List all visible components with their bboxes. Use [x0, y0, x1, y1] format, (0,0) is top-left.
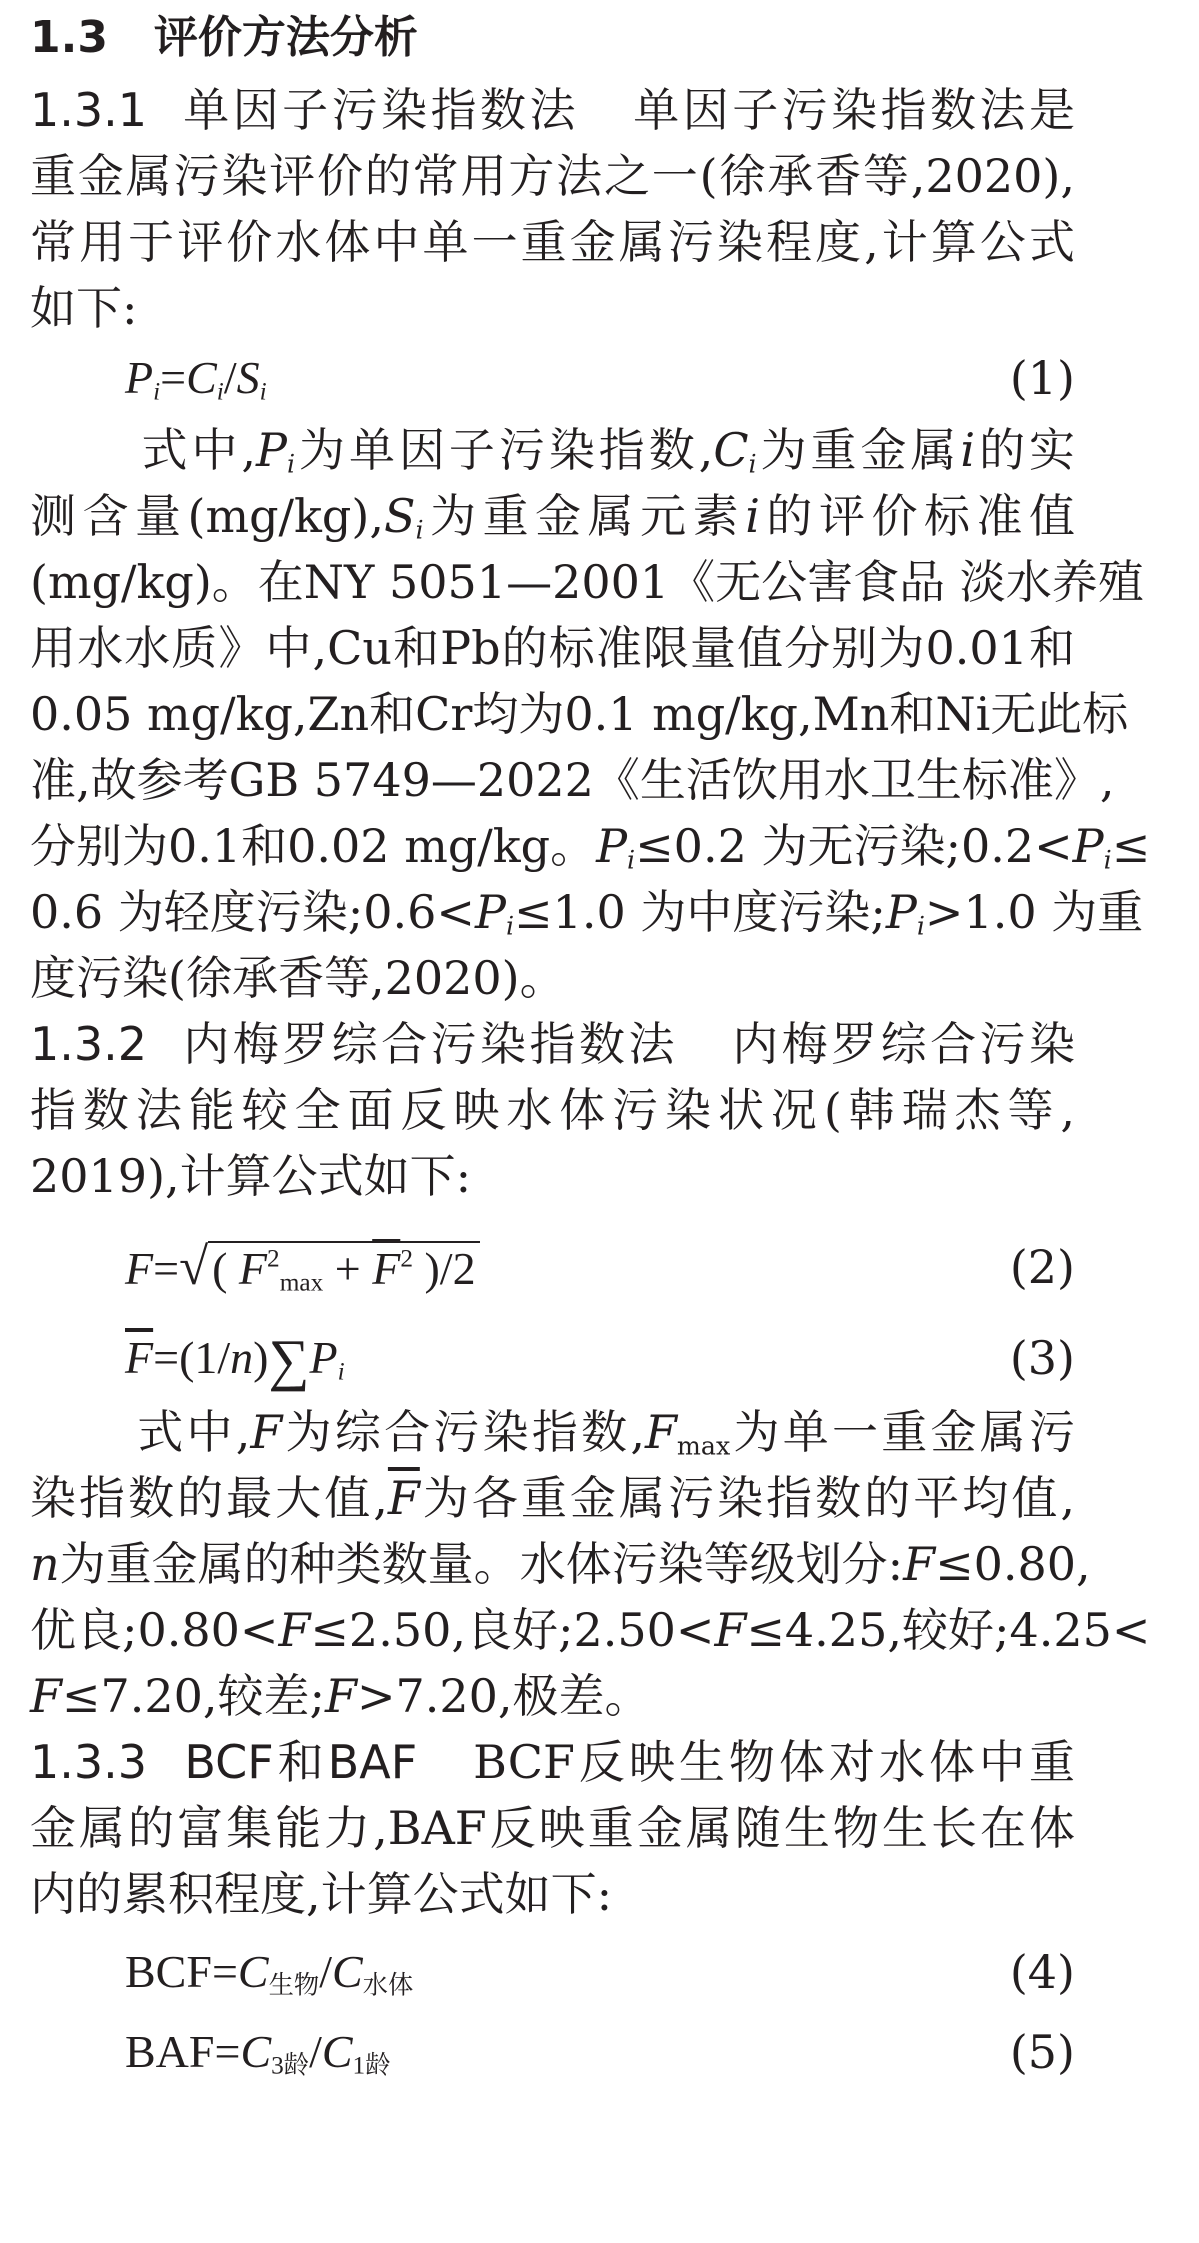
paragraph-line: 内的累积程度,计算公式如下:	[30, 1867, 613, 1921]
paragraph-line: 优良;0.80<F≤2.50,良好;2.50<F≤4.25,较好;4.25<	[30, 1603, 1151, 1657]
subsection-3-title: BCF和BAF	[184, 1735, 418, 1789]
equation-2	[30, 1222, 1075, 1312]
paragraph-line: 金属的富集能力,BAF反映重金属随生物生长在体	[30, 1801, 1075, 1855]
paragraph-line: 如下:	[30, 281, 138, 335]
paragraph-line: 0.6 为轻度污染$;0.6<P_i\le 1.0$ 为中度污染$;P_i>1.0$ 为重	[30, 885, 1144, 941]
paragraph-line: 准,故参考GB 5749—2022《生活饮用水卫生标准》,	[30, 753, 1115, 807]
section-heading	[30, 8, 1075, 68]
paragraph-line: 常用于评价水体中单一重金属污染程度,计算公式	[30, 215, 1075, 269]
subsection-1-first-line	[30, 80, 1075, 140]
paragraph-line: 式中,F为综合污染指数$,F_{max}$为单一重金属污	[137, 1405, 1076, 1461]
paragraph-line: 测含量$(mg/kg),S_i$为重金属元素i的评价标准值	[30, 489, 1076, 545]
equation-2-number: (2)	[1009, 1240, 1075, 1294]
paragraph-line: F≤7.20,较差;F>7.20,极差。	[30, 1669, 651, 1723]
paragraph-line: n为重金属的种类数量。水体污染等级划分:F≤0.80,	[30, 1537, 1091, 1591]
paragraph-text: 单因子污染指数法是	[633, 83, 1076, 137]
paragraph-line: 度污染(徐承香等,2020)。	[30, 951, 566, 1005]
equation-3-body: $\overline{F}=(1/n)\sum P_i$	[125, 1328, 345, 1392]
equation-3	[30, 1318, 1075, 1398]
paragraph-line: (mg/kg)。在NY 5051—2001《无公害食品 淡水养殖	[30, 555, 1144, 609]
paragraph-line: 0.05 mg/kg,Zn和Cr均为0.1 mg/kg,Mn和Ni无此标	[30, 687, 1129, 741]
subsection-3-first-line	[30, 1732, 1075, 1792]
subsection-3-number: 1.3.3	[30, 1735, 148, 1789]
equation-4	[30, 1940, 1075, 2004]
paragraph-line: 染指数的最大值$,\overline{F}$为各重金属污染指数的平均值,	[30, 1471, 1076, 1525]
paragraph-line: 式中$,P_i$为单因子污染指数$,C_i$为重金属i的实	[141, 423, 1076, 479]
section-title: 评价方法分析	[153, 12, 418, 63]
paragraph-line: 指数法能较全面反映水体污染状况(韩瑞杰等,	[30, 1083, 1075, 1137]
paragraph-line: 2019),计算公式如下:	[30, 1149, 472, 1203]
equation-5-number: (5)	[1009, 2025, 1075, 2079]
subsection-1-number: 1.3.1	[30, 83, 148, 137]
equation-5	[30, 2020, 1075, 2084]
paragraph-line: 重金属污染评价的常用方法之一(徐承香等,2020),	[30, 149, 1075, 203]
paragraph-line: 分别为0.1和0.02 mg/kg。$P_i\le 0.2$ 为无污染$;0.2<P_i\le$	[30, 819, 1151, 875]
equation-4-body: $BCF=C_{生物}/C_{水体}$	[125, 1946, 414, 2000]
equation-1	[30, 346, 1075, 410]
equation-3-number: (3)	[1009, 1331, 1075, 1385]
equation-2-body: F=√( $F^2_{max} + \overline{F}^2$ )/2	[125, 1222, 480, 1314]
equation-1-body: $P_i=C_i/S_i$	[125, 352, 267, 406]
equation-1-number: (1)	[1009, 351, 1075, 405]
subsection-2-number: 1.3.2	[30, 1017, 148, 1071]
equation-4-number: (4)	[1009, 1945, 1075, 1999]
subsection-2-title: 内梅罗综合污染指数法	[183, 1017, 678, 1071]
subsection-2-first-line	[30, 1014, 1075, 1074]
paragraph-line: 用水水质》中,Cu和Pb的标准限量值分别为0.01和	[30, 621, 1075, 675]
subsection-1-title: 单因子污染指数法	[183, 83, 579, 137]
equation-5-body: $BAF=C_{3龄}/C_{1龄}$	[125, 2026, 391, 2080]
paragraph-text: 内梅罗综合污染	[732, 1017, 1076, 1071]
section-number: 1.3	[30, 12, 108, 63]
paragraph-text: BCF反映生物体对水体中重	[473, 1735, 1076, 1789]
